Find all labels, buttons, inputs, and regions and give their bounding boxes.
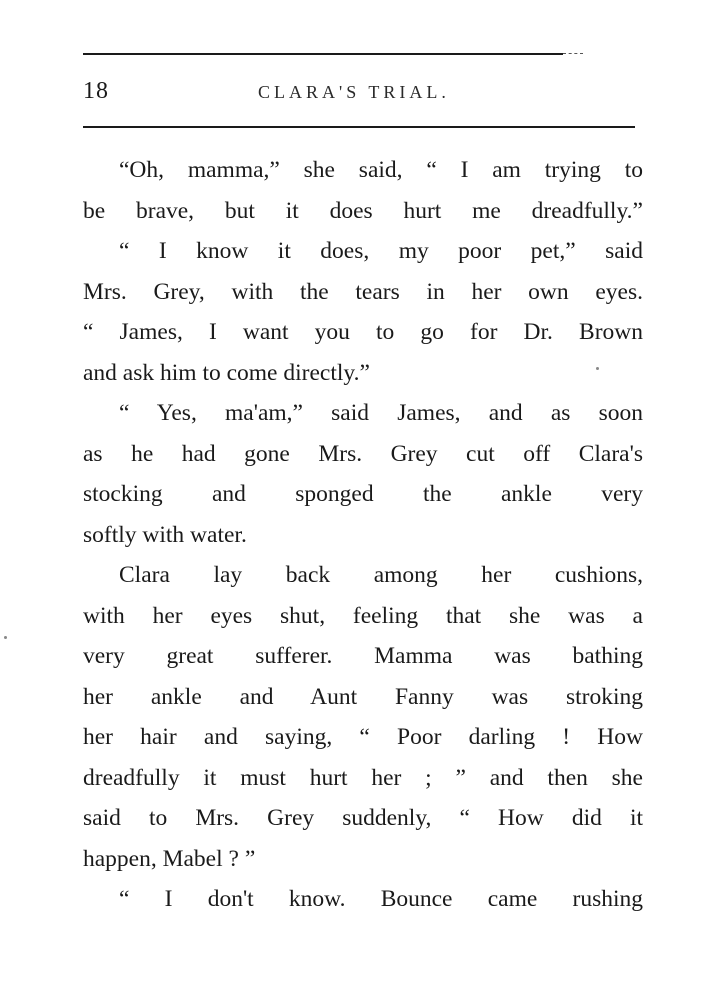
text-line: as he had gone Mrs. Grey cut off Clara's: [83, 440, 643, 467]
text-line: “ James, I want you to go for Dr. Brown: [83, 319, 643, 345]
text-line: said to Mrs. Grey suddenly, “ How did it: [83, 805, 643, 831]
text-line: her hair and saying, “ Poor darling ! How: [83, 724, 643, 750]
text-line: be brave, but it does hurt me dreadfully.”: [83, 197, 643, 224]
text-line: “ I know it does, my poor pet,” said: [119, 238, 643, 264]
text-line: dreadfully it must hurt her ; ” and then she: [83, 764, 643, 791]
header-top-rule-tail: [563, 53, 583, 54]
page-number: 18: [83, 78, 109, 104]
text-line: “ I don't know. Bounce came rushing: [119, 886, 643, 912]
text-line: softly with water.: [83, 521, 247, 548]
text-line: Clara lay back among her cushions,: [119, 562, 643, 588]
header-top-rule: [83, 53, 563, 55]
text-line: very great sufferer. Mamma was bathing: [83, 643, 643, 669]
running-title: CLARA'S TRIAL.: [258, 82, 450, 102]
header-bottom-rule: [83, 126, 635, 128]
text-line: happen, Mabel ? ”: [83, 845, 256, 872]
body-text: [83, 150, 643, 920]
paper-speck: [4, 636, 7, 639]
running-head: [83, 78, 635, 108]
text-line: Mrs. Grey, with the tears in her own eyes.: [83, 278, 643, 305]
text-line: “Oh, mamma,” she said, “ I am trying to: [119, 157, 643, 183]
text-line: “ Yes, ma'am,” said James, and as soon: [119, 400, 643, 426]
paper-speck: [596, 367, 599, 370]
text-line: and ask him to come directly.”: [83, 359, 370, 386]
text-line: with her eyes shut, feeling that she was a: [83, 602, 643, 629]
text-line: stocking and sponged the ankle very: [83, 481, 643, 507]
text-line: her ankle and Aunt Fanny was stroking: [83, 683, 643, 710]
